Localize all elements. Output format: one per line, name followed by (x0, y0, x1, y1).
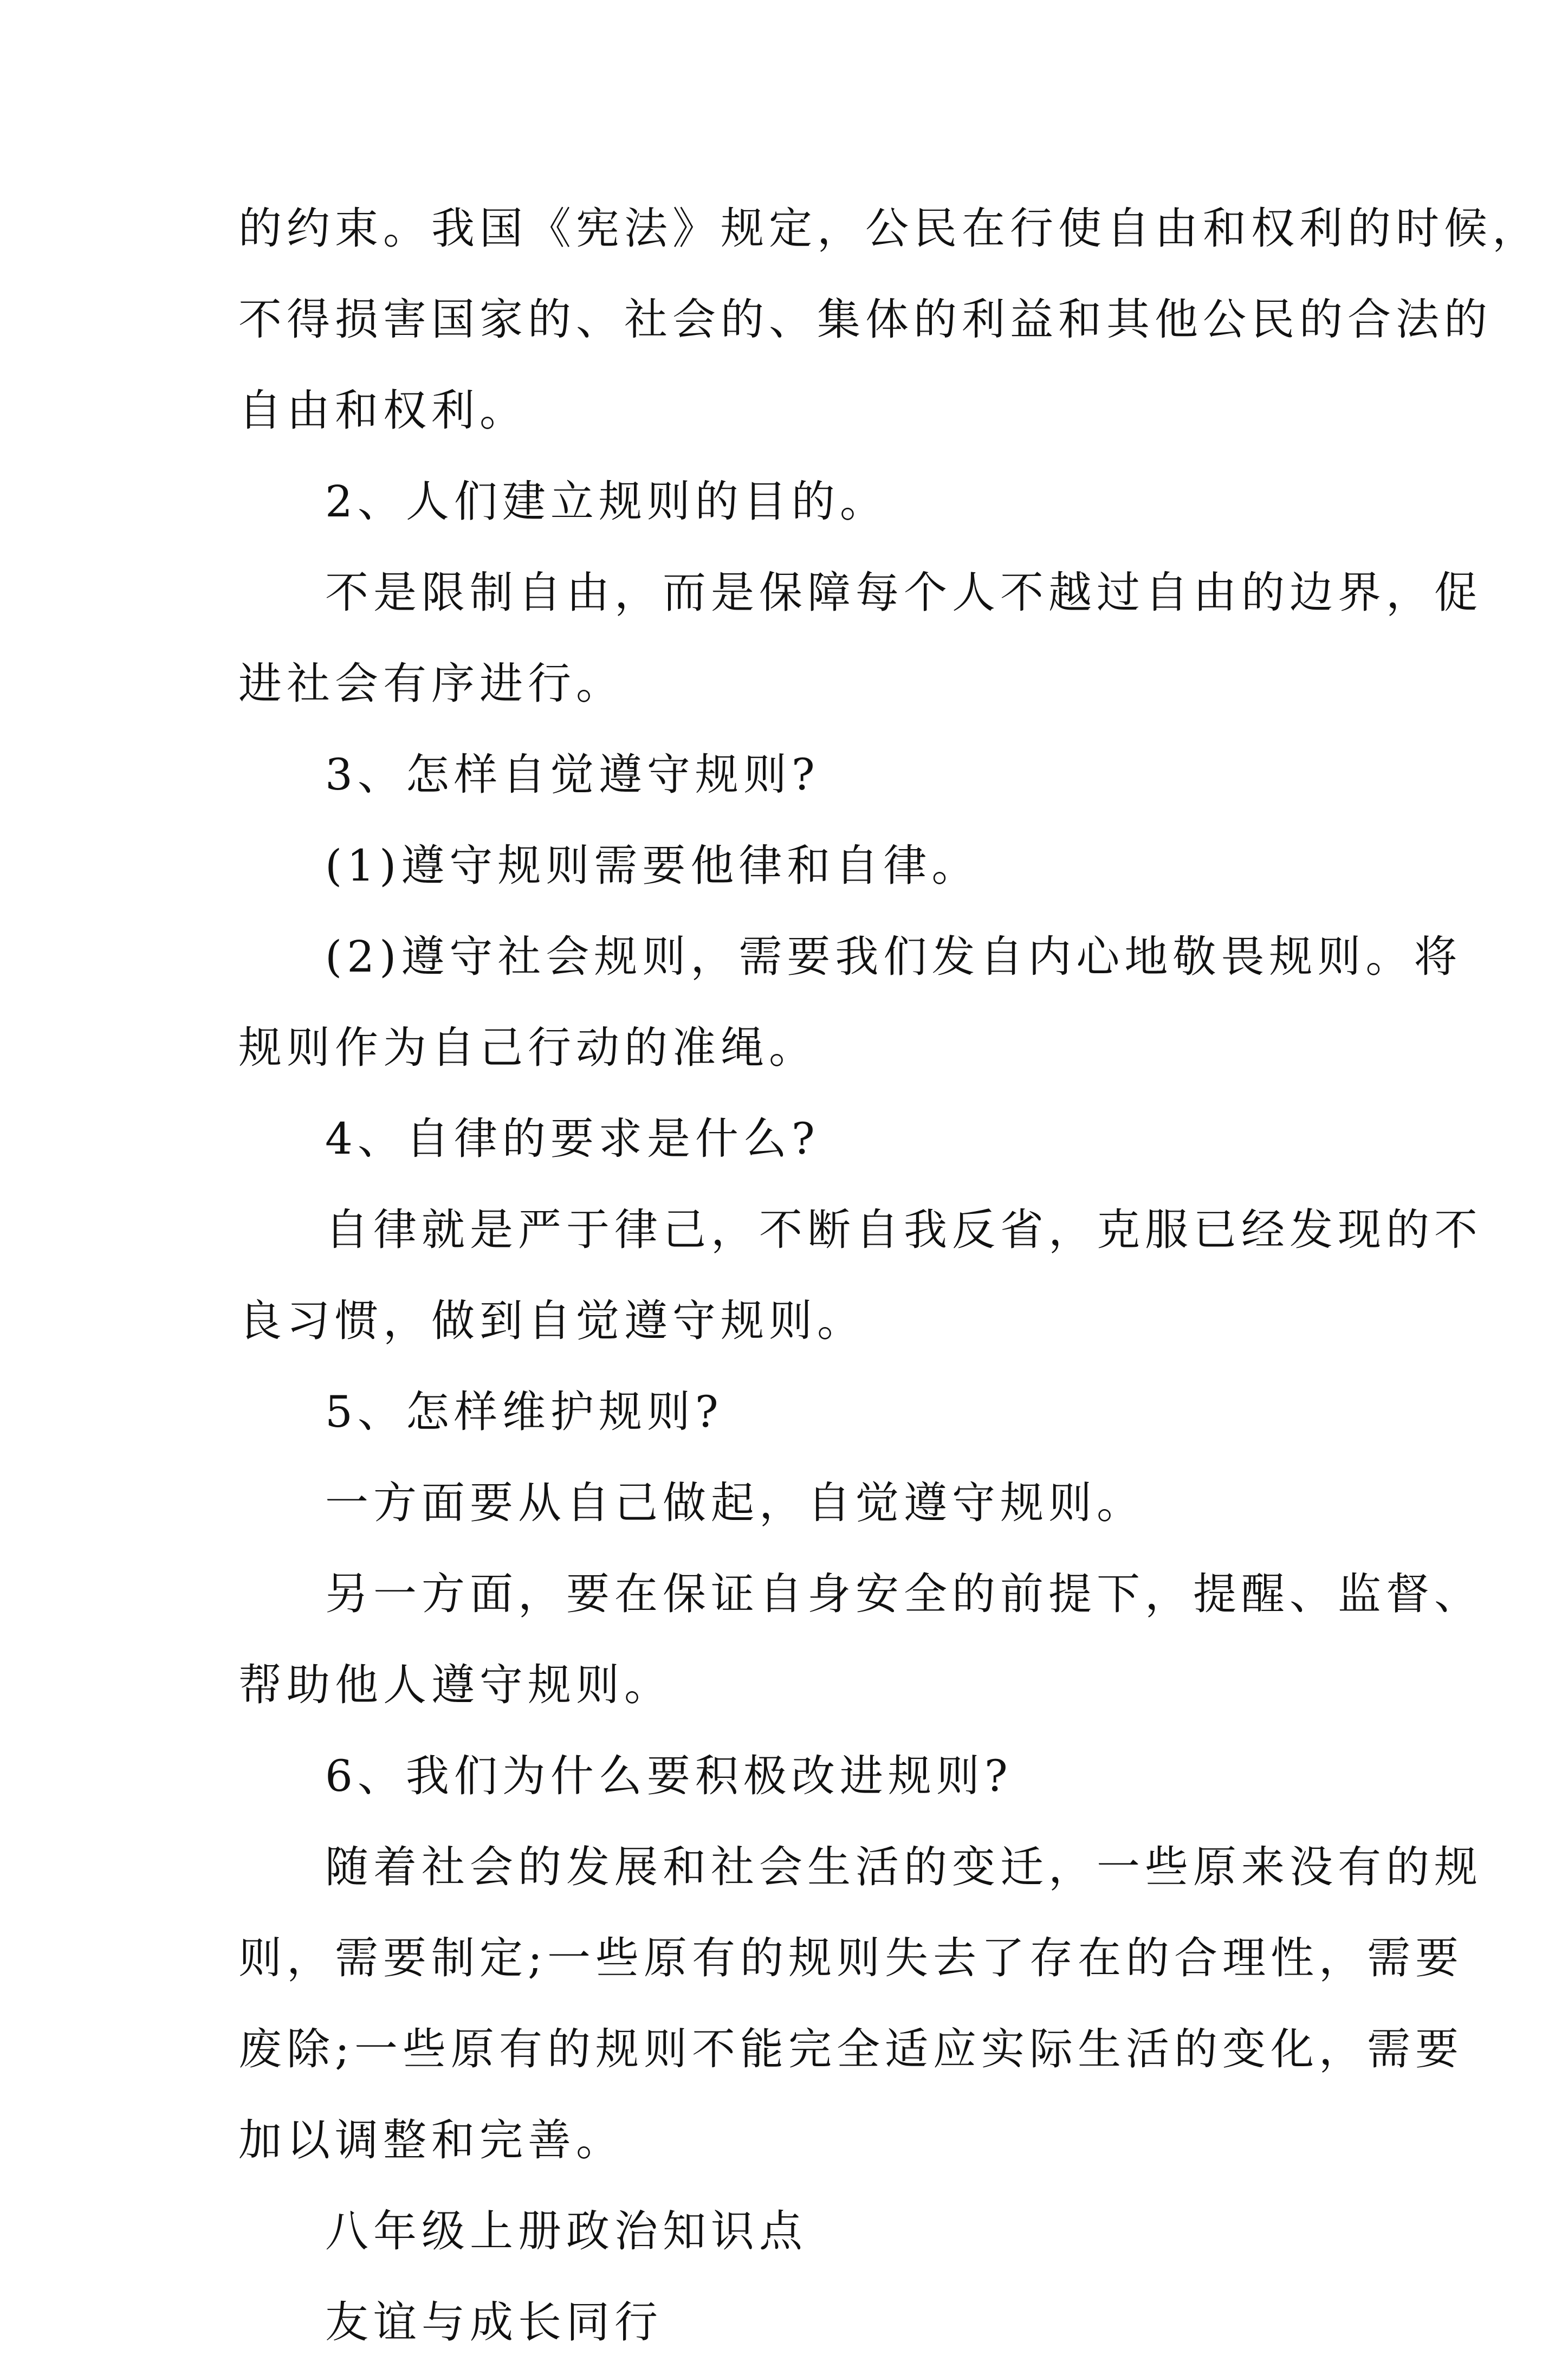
paragraph-line: 另一方面，要在保证自身安全的前提下，提醒、监督、 (325, 1569, 1482, 1619)
section-heading: 5、怎样维护规则? (325, 1387, 723, 1437)
document-body (238, 183, 1540, 2368)
paragraph-line: 帮助他人遵守规则。 (238, 1660, 672, 1710)
paragraph-line: 不是限制自由，而是保障每个人不越过自由的边界，促 (325, 567, 1482, 618)
paragraph-line: 良习惯，做到自觉遵守规则。 (238, 1296, 865, 1346)
section-title: 友谊与成长同行 (325, 2297, 663, 2347)
section-heading: 6、我们为什么要积极改进规则? (325, 1751, 1013, 1801)
section-heading: 4、自律的要求是什么? (325, 1114, 820, 1164)
paragraph-line: 随着社会的发展和社会生活的变迁，一些原来没有的规 (325, 1842, 1482, 1892)
paragraph-line: 规则作为自己行动的准绳。 (238, 1023, 817, 1073)
paragraph-line: 则，需要制定;一些原有的规则失去了存在的合理性，需要 (238, 1933, 1463, 1983)
paragraph-line: 废除;一些原有的规则不能完全适应实际生活的变化，需要 (238, 2024, 1463, 2074)
paragraph-line: 一方面要从自己做起，自觉遵守规则。 (325, 1478, 1145, 1528)
paragraph-line: 加以调整和完善。 (238, 2115, 624, 2165)
list-item: (2)遵守社会规则，需要我们发自内心地敬畏规则。将 (325, 931, 1462, 982)
paragraph-line: 自由和权利。 (238, 385, 528, 436)
paragraph-line: 进社会有序进行。 (238, 658, 624, 709)
list-item: (1)遵守规则需要他律和自律。 (325, 840, 980, 891)
section-title: 八年级上册政治知识点 (325, 2206, 807, 2256)
paragraph-line: 自律就是严于律己，不断自我反省，克服已经发现的不 (325, 1205, 1482, 1255)
paragraph-line: 的约束。我国《宪法》规定，公民在行使自由和权利的时候， (238, 203, 1540, 254)
section-heading: 2、人们建立规则的目的。 (325, 476, 888, 527)
section-heading: 3、怎样自觉遵守规则? (325, 749, 820, 800)
paragraph-line: 不得损害国家的、社会的、集体的利益和其他公民的合法的 (238, 294, 1492, 345)
